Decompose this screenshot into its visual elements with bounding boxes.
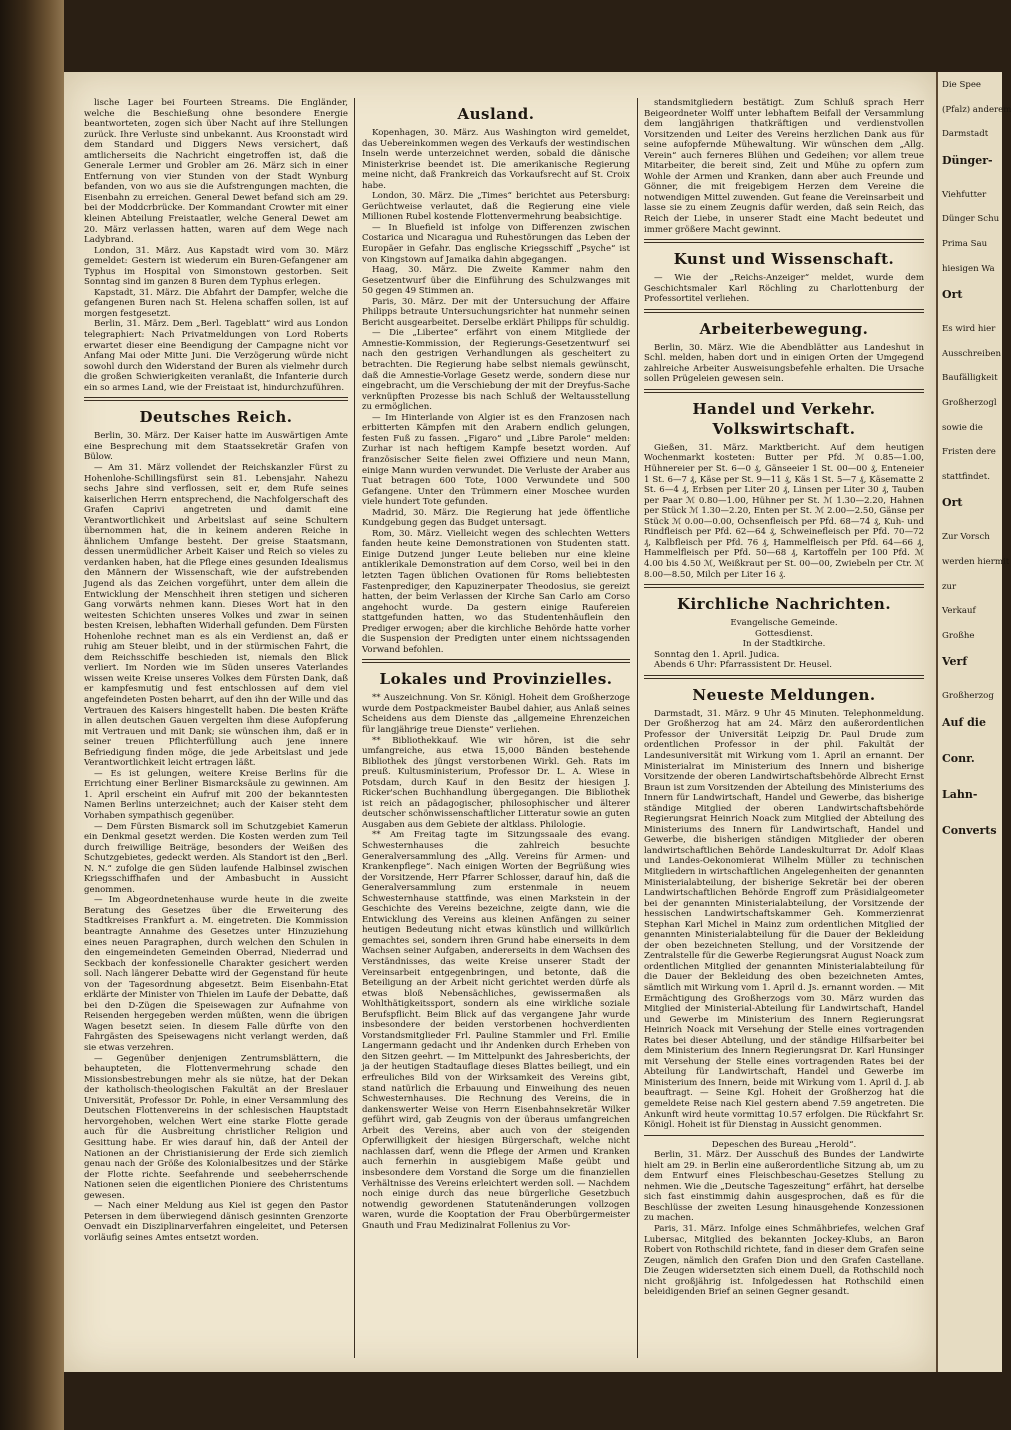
article-paragraph: standsmitgliedern bestätigt. Zum Schluß sprach Herr Beigeordneter Wolff unter lebhaftem Beifall der Versammlung dem langjährigen thatkräftigen und verdienstvollen Vorsitzenden und Leiter des Vereins herzlichen Dank aus für seine aufopfernde Mühewaltung. Wir wünschen dem „Allg. Verein“ auch ferneres Blühen und Gedeihen; vor allem treue Mitarbeiter, die bereit sind, Zeit und Mühe zu opfern zum Wohle der Armen und Kranken, dann aber auch Freunde und Gönner, die mit freigebigem Herzen dem Vereine die notwendigen Mittel zuwenden. Gut feane die Vereinsarbeit und lasse sie zu einem Zeugnis dafür werden, daß sein Reich, das Reich der Liebe, in unserer Stadt eine Macht bedeutet und immer größere Macht gewinnt. — [644, 98, 924, 235]
adjacent-page-line: Fristen dere — [942, 447, 996, 458]
article-paragraph: London, 31. März. Aus Kapstadt wird vom 30. März gemeldet: Gestern ist wiederum ein Buren-Gefangener am Typhus im Hospital von Simonstown gestorben. Seit Sonntag sind im ganzen 8 Buren dem Typhus erlegen. — [84, 245, 348, 288]
section-divider — [644, 584, 924, 588]
adjacent-page-line: werden hiermit — [942, 556, 1010, 567]
section-heading: Neueste Meldungen. — [692, 685, 876, 704]
adjacent-page-edge — [936, 72, 1011, 1372]
article-paragraph: — Die „Libertee“ erfährt von einem Mitgliede der Amnestie-Kommission, der Regierungs-Gesetzentwurf sei nach den gestrigen Verhandlungen als gescheitert zu betrachten. Die Regierung habe selbst niemals gewünscht, daß die Amnestie-Vorlage Gesetz werde, sondern diese nur eingebracht, um die Verschiebung der mit der Dreyfus-Sache verknüpften Prozesse bis nach Schluß der Weltausstellung zu ermöglichen. — [362, 328, 630, 413]
section-heading: Handel und Verkehr. Volkswirtschaft. — [692, 399, 876, 438]
adjacent-page-line: stattfindet. — [942, 471, 990, 482]
section-heading: Lokales und Provinzielles. — [379, 670, 613, 689]
adjacent-page-line: Die Spee — [942, 80, 982, 90]
article-paragraph: Paris, 31. März. Infolge eines Schmähbriefes, welchen Graf Lubersac, Mitglied des bekannten Jockey-Klubs, an Baron Robert von Rothschild richtete, fand in dieser dem Grafen seine Zeugen, nämlich den Grafen Dion und den Grafen Castellane. Die Zeugen widersetzten sich einem Duell, da Rothschild noch nicht großjährig ist. Infolgedessen hat Rothschild einen beleidigenden Brief an seinen Gegner gesandt. — [644, 1224, 924, 1298]
adjacent-page-text — [938, 72, 1011, 838]
adjacent-page-line: Conr. — [942, 751, 975, 765]
section-divider — [644, 309, 924, 313]
adjacent-page-line: Dünger- — [942, 153, 993, 167]
adjacent-page-line: Es wird hier — [942, 324, 996, 335]
article-paragraph: — Es ist gelungen, weitere Kreise Berlins für die Errichtung einer Berliner Bismarcksäule zu gewinnen. Am 1. April erscheint ein Aufruf mit 200 der bekanntesten Namen Berlins unterzeichnet; auch der Kaiser steht dem Vorhaben sympathisch gegenüber. — [84, 768, 348, 821]
adjacent-page-line: Großherzog — [942, 691, 994, 702]
section-heading: Deutsches Reich. — [139, 408, 293, 427]
article-paragraph: Darmstadt, 31. März. 9 Uhr 45 Minuten. Telephonmeldung. Der Großherzog hat am 24. März den außerordentlichen Professor der Universität Leipzig Dr. Paul Drude zum ordentlichen Professor in der phil. Fakultät der Landesuniversität mit Wirkung vom 1. April an ernannt. Der Ministerialrat im Ministerium des Innern und bisherige Vorsitzende der oberen Landwirtschaftsbehörde Albrecht Ernst Braun ist zum Vorsitzenden der Abteilung des Ministeriums des Innern für Landwirtschaft, Handel und Gewerbe, das bisherige ständige Mitglied der oberen Landwirtschaftsbehörde Regierungsrat Heinrich Noack zum Mitglied der Abteilung des Ministeriums des Innern für Landwirtschaft, Handel und Gewerbe, die bisherigen ständigen Mitglieder der oberen landwirtschaftlichen Behörde Landeskulturrat Dr. Adolf Klaas und Landes-Oekonomierat Wilhelm Müller zu technischen Mitgliedern in wirtschaftlichen Angelegenheiten der genannten Ministerialabteilung, der bisherige Sekretär bei der oberen Landwirtschaftlichen Behörde Engroff zum Präsidialgeometer bei der genannten Ministerialabteilung, der Vorsitzende der hessischen Landwirtschaftskammer Geh. Kommerzienrat Stephan Karl Michel in Mainz zum ordentlichen Mitglied der genannten Ministerialabteilung für die Dauer der Bekleidung der oben bezeichneten Stellung, und der Vorsitzende der Zentralstelle für die Gewerbe Regierungsrat August Noack zum ordentlichen Mitglied der genannten Ministerialabteilung für die Dauer der Bekleidung des oben bezeichneten Amtes, sämtlich mit Wirkung vom 1. April d. Js. ernannt worden. — Mit Ermächtigung des Großherzogs vom 30. März wurden das Mitglied der Ministerial-Abteilung für Landwirtschaft, Handel und Gewerbe im Ministerium des Innern Regierungsrat Heinrich Noack mit Versehung der Stelle eines vortragenden Rates bei dieser Abteilung, und der ständige Hilfsarbeiter bei dem Ministerium des Innern Regierungsrat Dr. Karl Hunsinger mit Versehung der Stelle eines vortragenden Rates bei der Abteilung für Landwirtschaft, Handel und Gewerbe im Ministerium des Innern, beide mit Wirkung vom 1. April d. J. ab beauftragt. — Seine Kgl. Hoheit der Großherzog hat die gemeldete Reise nach Kiel gestern abend 7.59 angetreten. Die Ankunft wird heute vormittag 10.57 erfolgen. Die Rückfahrt Sr. Königl. Hoheit ist für Dienstag in Aussicht genommen. — [644, 708, 924, 1131]
adjacent-page-line: Baufälligkeit — [942, 373, 998, 384]
article-paragraph: — Im Abgeordnetenhause wurde heute in die zweite Beratung des Gesetzes über die Erweiterung des Stadtkreises Frankfurt a. M. eingetreten. Die Kommission beantragte Annahme des Gesetzes unter Hinzuziehung eines neuen Paragraphen, durch welchen den Schulen in den eingemeindeten Gemeinden Oberrad, Niederrad und Seckbach der konfessionelle Charakter gesichert werden soll. Nach längerer Debatte wird der Gegenstand für heute von der Tagesordnung abgesetzt. Beim Eisenbahn-Etat erklärte der Minister von Thielen im Laufe der Debatte, daß bei den D-Zügen die Speisewagen zur Aufnahme von Reisenden hergegeben werden müßten, wenn die übrigen Wagen besetzt seien. In diesem Falle dürfte von den Fahrgästen des Speisewagens nicht verlangt werden, daß sie etwas verzehren. — [84, 895, 348, 1054]
church-notice-line: Gottesdienst. — [755, 628, 813, 639]
adjacent-page-line: Auf die — [942, 715, 986, 729]
column-middle — [362, 98, 630, 1358]
section-divider — [644, 239, 924, 243]
adjacent-page-line: Darmstadt — [942, 129, 989, 140]
article-paragraph: Paris, 30. März. Der mit der Untersuchung der Affaire Philipps betraute Untersuchungsrichter hat nunmehr seinen Bericht ausgearbeitet. Derselbe erklärt Philipps für schuldig. — [362, 296, 630, 328]
column-rule — [637, 98, 638, 1358]
adjacent-page-line: zur — [942, 581, 957, 592]
adjacent-page-line: Ort — [942, 288, 963, 302]
article-paragraph: lische Lager bei Fourteen Streams. Die Engländer, welche die Beschießung ohne besondere Energie beantworteten, zogen sich über Nacht auf ihre Stellungen zurück. Ihre Verluste sind unbekannt. Aus Kroonstadt wird dem Standard und Diggers News versichert, daß amtlicherseits die Nachricht eingetroffen ist, daß die Generale Lermer und Grobler am 26. März sich in einer Entfernung von vier Stunden von der Stadt Wynburg befanden, von wo aus sie die Aufstrengungen machten, die Eisenbahn zu erreichen. General Dewet befand sich am 29. bei der Moddcrbrücke. Der Kommandant Crowter mit einer kleinen Abteilung Freistaatler, welche General Dewet am 20. März verlassen hatten, waren auf dem Wege nach Ladybrand. — [84, 98, 348, 246]
adjacent-page-line: Viehfutter — [942, 189, 987, 200]
adjacent-page-line: Prima Sau — [942, 238, 988, 249]
article-paragraph: ** Bibliothekkauf. Wie wir hören, ist die sehr umfangreiche, aus etwa 15,000 Bänden bestehende Bibliothek des jüngst verstorbenen Wirkl. Geh. Rats im preuß. Kultusministerium, Professor Dr. L. A. Wiese in Potsdam, durch Kauf in den Besitz der hiesigen J. Ricker'schen Buchhandlung übergegangen. Die Bibliothek ist reich an pädagogischer, philosophischer und älterer deutscher schönwissenschaftlicher Litteratur sowie an guten Ausgaben aus dem Gebiete der altklass. Philologie. — [362, 735, 630, 830]
section-heading: Kirchliche Nachrichten. — [676, 595, 892, 614]
section-heading: Kunst und Wissenschaft. — [673, 250, 895, 269]
adjacent-page-line: Großherzogl — [942, 397, 997, 408]
wire-service-heading: Depeschen des Bureau „Herold“. — [711, 1139, 857, 1150]
adjacent-page-line: Ausschreiben — [942, 348, 1001, 359]
market-report: Gießen, 31. März. Marktbericht. Auf dem heutigen Wochenmarkt kosteten: Butter per Pfd. ℳ 0.85—1.00, Hühnereier per St. 6—0 ₰, Gänseeier 1 St. 00—00 ₰, Enteneier 1 St. 6—7 ₰, Käse per St. 9—11 ₰, Käs 1 St. 5—7 ₰, Käsematte 2 St. 6—4 ₰, Erbsen per Liter 20 ₰, Linsen per Liter 30 ₰, Tauben per Paar ℳ 0.80—1.00, Hühner per St. ℳ 1.30—2.20, Hahnen per Stück ℳ 1.30—2.20, Enten per St. ℳ 2.00—2.50, Gänse per Stück ℳ 0.00—0.00, Ochsenfleisch per Pfd. 68—74 ₰, Kuh- und Rindfleisch per Pfd. 62—64 ₰, Schweinefleisch per Pfd. 70—72 ₰, Kalbfleisch per Pfd. 76 ₰, Hammelfleisch per Pfd. 64—66 ₰, Hammelfleisch per Pfd. 50—68 ₰, Kartoffeln per 100 Pfd. ℳ 4.00 bis 4.50 ℳ, Weißkraut per St. 00—00, Zwiebeln per Ctr. ℳ 8.00—8.50, Milch per Liter 16 ₰. — [644, 442, 924, 580]
article-paragraph: Berlin, 30. März. Der Kaiser hatte im Auswärtigen Amte eine Besprechung mit dem Staatssekretär Grafen von Bülow. — [84, 431, 348, 463]
article-paragraph: Berlin, 30. März. Wie die Abendblätter aus Landeshut in Schl. melden, haben dort und in einigen Orten der Umgegend zahlreiche Arbeiter Ausweisungsbefehle erhalten. Die Ursache sollen Prügeleien gewesen sein. — [644, 342, 924, 385]
section-heading: Arbeiterbewegung. — [699, 319, 869, 338]
article-paragraph: — In Bluefield ist infolge von Differenzen zwischen Costarica und Nicaragua und Ruhestörungen das Leben der Europäer in Gefahr. Das englische Kriegsschiff „Psyche“ ist von Kingstown auf Jamaika dahin abgegangen. — [362, 222, 630, 265]
article-paragraph: Rom, 30. März. Vielleicht wegen des schlechten Wetters fanden heute keine Demonstrationen von Studenten statt. Einige Dutzend junger Leute belieben nur eine kleine antiklerikale Demonstration auf dem Corso, weil bei in den letzten Tagen üblichen Ovationen für Roms beliebtesten Fastenprediger, den Kapuzinerpater Theodosius, sie gereizt hatten, der beim Verlassen der Kirche San Carlo am Corso angehocht wurde. Da gestern einige Raufereien stattgefunden hatten, wo das Studentenhäuflein den Prediger erwogen; aber die kirchliche Behörde hatte vorher die Suspension der Predigten unter einem nichtssagenden Vorwand befohlen. — [362, 528, 630, 655]
section-divider — [644, 389, 924, 393]
section-divider — [644, 675, 924, 679]
article-paragraph: Kopenhagen, 30. März. Aus Washington wird gemeldet, das Uebereinkommen wegen des Verkaufs der westindischen Inseln werde unterzeichnet werden, sobald die dänische Ministerkrise beendet ist. Die amerikanische Regierung meine nicht, daß Frankreich das Vorkaufsrecht auf St. Croix habe. — [362, 128, 630, 191]
church-notice-line: Abends 6 Uhr: Pfarrassistent Dr. Heusel. — [654, 660, 832, 671]
article-paragraph: Berlin, 31. März. Der Ausschuß des Bundes der Landwirte hielt am 29. in Berlin eine außerordentliche Sitzung ab, um zu dem Entwurf eines Fleischbeschau-Gesetzes Stellung zu nehmen. Wie die „Deutsche Tageszeitung“ erfährt, hat derselbe sich fast einstimmig dahin ausgesprochen, daß es für die Beschlüsse der zweiten Lesung hinausgehende Konzessionen zu machen. — [644, 1150, 924, 1224]
adjacent-page-line: hiesigen Wa — [942, 263, 995, 274]
article-paragraph: — Gegenüber denjenigen Zentrumsblättern, die behaupteten, die Flottenvermehrung schade den Missionsbestrebungen mehr als sie nütze, hat der Dekan der katholisch-theologischen Fakultät an der Breslauer Universität, Professor Dr. Pohle, in einer Versammlung des Deutschen Flottenvereins in der schlesischen Hauptstadt hervorgehoben, welchen Wert eine starke Flotte gerade auch für die Ausbreitung christlicher Religion und Gesittung habe. Er wies darauf hin, daß der Anteil der Nationen an der Christianisierung der Erde sich ziemlich genau nach der Größe des Kolonialbesitzes und der Stärke der Flotte richte. Seefahrende und seebeherrschende Nationen seien die eigentlichen Pioniere des Christentums gewesen. — [84, 1053, 348, 1201]
article-paragraph: — Dem Fürsten Bismarck soll im Schutzgebiet Kamerun ein Denkmal gesetzt werden. Die Kosten werden zum Teil durch freiwillige Beiträge, besonders der Weißen des Schutzgebietes, gedeckt werden. Als Standort ist den „Berl. N. N.“ zufolge die gen Süden laufende Halbinsel zwischen Kriegsschiffhafen und der Ambasbucht in Aussicht genommen. — [84, 821, 348, 895]
adjacent-page-line: Lahn- — [942, 787, 978, 801]
article-paragraph: — Im Hinterlande von Algier ist es den Franzosen nach erbitterten Kämpfen mit den Arabern endlich gelungen, festen Fuß zu fassen. „Figaro“ und „Libre Parole“ melden: Zurhar ist nach heftigem Kampfe besetzt worden. Auf französischer Seite fielen zwei Offiziere und neun Mann, einige Mann wurden verwundet. Die Verluste der Araber aus Tuat betragen 600 Tote, 1000 Verwundete und 500 Gefangene. Unter den Trümmern einer Moschee wurden viele hundert Tote gefunden. — [362, 412, 630, 508]
article-paragraph: Berlin, 31. März. Dem „Berl. Tageblatt“ wird aus London telegraphiert: Nach Privatmeldungen von Lord Roberts erwartet dieser eine Beendigung der Campagne nicht vor Anfang Mai oder Mitte Juni. Die Verzögerung würde nicht sowohl durch den Widerstand der Buren als vielmehr durch die großen Schwierigkeiten veranlaßt, die Infanterie durch ein so armes Land, wie der Freistaat ist, hindurchzuführen. — [84, 319, 348, 393]
adjacent-page-line: Verf — [942, 655, 968, 669]
column-left — [84, 98, 348, 1358]
section-divider — [644, 1135, 924, 1136]
adjacent-page-line: Verkauf — [942, 606, 976, 617]
column-rule — [354, 98, 355, 1358]
article-paragraph: ** Auszeichnung. Von Sr. Königl. Hoheit dem Großherzoge wurde dem Postpackmeister Baubel dahier, aus Anlaß seines Scheidens aus dem Dienste das „allgemeine Ehrenzeichen für langjährige treue Dienste“ verliehen. — [362, 693, 630, 735]
adjacent-page-line: Dünger Schu — [942, 214, 1000, 225]
section-divider — [84, 397, 348, 401]
section-heading: Ausland. — [457, 105, 535, 123]
church-notice-line: In der Stadtkirche. — [742, 639, 826, 650]
article-paragraph: Madrid, 30. März. Die Regierung hat jede öffentliche Kundgebung gegen das Budget untersagt. — [362, 507, 630, 529]
adjacent-page-line: Zur Vorsch — [942, 532, 990, 543]
article-paragraph: Kapstadt, 31. März. Die Abfahrt der Dampfer, welche die gefangenen Buren nach St. Helena schaffen sollen, ist auf morgen festgesetzt. — [84, 287, 348, 319]
article-paragraph: London, 30. März. Die „Times“ berichtet aus Petersburg: Gerüchtweise verlautet, daß die Regierung eine viele Millionen Rubel kostende Flottenvermehrung beabsichtige. — [362, 191, 630, 223]
article-paragraph: ** Am Freitag tagte im Sitzungssaale des evang. Schwesternhauses die zahlreich besuchte Generalversammlung des „Allg. Vereins für Armen- und Krankenpflege“. Nach einigen Worten der Begrüßung wies der Vorsitzende, Herr Pfarrer Schlosser, darauf hin, daß die Generalversammlung zum erstenmale in neuem Schwesternhause stattfinde, was einen Markstein in der Geschichte des Vereins bezeichne, zeigte dann, wie die Entwicklung des Vereins aus kleinen Anfängen zu seiner heutigen Bedeutung nicht etwas künstlich und willkürlich gemachtes sei, sondern ihren Grund habe einerseits in dem Wachsen seiner Aufgaben, andererseits in dem Wachsen des Verständnisses, das weite Kreise unserer Stadt der Vereinsarbeit entgegenbringen, und betonte, daß die Beteiligung an der Arbeit nicht gerichtet werden dürfe als etwas bloß Nebensächliches, gewissermaßen als Wohlthätigkeitssport, sondern als eine wirkliche soziale Berufspflicht. Beim Blick auf das vergangene Jahr wurde insbesondere der beiden verstorbenen hochverdienten Vorstandsmitglieder Frl. Pauline Stammler und Frl. Emilie Langermann gedacht und ihr Andenken durch Erheben von den Sitzen geehrt. — Im Mittelpunkt des Jahresberichts, der ja der heutigen Stadtauflage dieses Blattes beiliegt, und ein erfreuliches Bild von der Wirksamkeit des Vereins gibt, stand natürlich die Erbauung und Einweihung des neuen Schwesternhauses. Die Rechnung des Vereins, die in dankenswerter Weise von Herrn Eisenbahnsekretär Wilker geführt wird, gab Zeugnis von der überaus umfangreichen Arbeit des Vereins, aber auch von der steigenden Opferwilligkeit der hiesigen Bürgerschaft, welche nicht nachlassen darf, wenn die Pflege der Armen und Kranken auch fernerhin in ausgiebigem Maße geübt und insbesondere dem Vorstand die Sorge um die finanziellen Verhältnisse des Vereins erleichtert werden soll. — Nachdem noch einige durch das neue bürgerliche Gesetzbuch notwendig gewordenen Statutenänderungen vollzogen waren, wurde die Kooptation der Frau Oberbürgermeister Gnauth und Frau Medizinalrat Follenius zu Vor- — [362, 830, 630, 1231]
article-paragraph: — Nach einer Meldung aus Kiel ist gegen den Pastor Petersen in dem überwiegend dänisch gesinnten Grenzorte Oenvadt ein Disziplinarverfahren eingeleitet, und Petersen vorläufig seines Amtes entsetzt worden. — [84, 1201, 348, 1243]
adjacent-page-line: sowie die — [942, 422, 983, 433]
adjacent-page-line: (Pfalz) anderem — [942, 104, 1011, 115]
adjacent-page-line: Converts — [942, 823, 997, 837]
section-divider — [362, 659, 630, 663]
church-notice-line: Sonntag den 1. April. Judica. — [654, 649, 780, 660]
adjacent-page-line: Ort — [942, 496, 963, 510]
column-right — [644, 98, 924, 1358]
church-notice-line: Evangelische Gemeinde. — [730, 618, 838, 629]
newspaper-page — [64, 72, 936, 1372]
book-binding — [0, 0, 64, 1430]
article-paragraph: — Am 31. März vollendet der Reichskanzler Fürst zu Hohenlohe-Schillingsfürst sein 81. Lebensjahr. Nahezu sechs Jahre sind verflossen, seit er, dem Rufe seines kaiserlichen Herrn entsprechend, die Nachfolgerschaft des Grafen Caprivi angetreten und damit eine Verantwortlichkeit und Arbeitslast auf seine Schultern übernommen hat, die in keinem anderen Reiche in ähnlichem Umfange besteht. Der greise Staatsmann, dessen unermüdlicher Arbeit Kaiser und Reich so vieles zu verdanken haben, hat die Pflege eines gesunden Idealismus den Männern der Wissenschaft, wie der aufstrebenden Jugend als das Zeichen vorgeführt, unter dem allein die Entwicklung der Menschheit ihren stetigen und sicheren Gang vorwärts nehmen kann. Dieses Wort hat in den weitesten Schichten unseres Volkes und zwar in seinen besten Kreisen, lebhaften Widerhall gefunden. Dem Fürsten Hohenlohe rechnet man es als ein Verdienst an, daß er ruhig am Steuer bleibt, und in der stürmischen Fahrt, die dem Reichsschiffe beschieden ist, niemals den Blick verliert. Im Norden wie im Süden unseres Vaterlandes wissen weite Kreise unseres Volkes dem Fürsten Dank, daß er kampfesmutig und fest entschlossen auf dem viel angefeindeten Posten beharrt, auf den ihn der Wille und das Vertrauen des Kaisers hingestellt haben. Die besten Kräfte in allen deutschen Gauen vergelten ihm diese Aufopferung mit Vertrauen und mit Dank; sie wünschen ihm, daß er in seiner treuen Pflichterfüllung auch jene innere Befriedigung finden möge, die jede Arbeitslast und jede Verantwortlichkeit leicht ertragen läßt. — [84, 462, 348, 769]
article-paragraph: Haag, 30. März. Die Zweite Kammer nahm den Gesetzentwurf über die Einführung des Schulzwanges mit 50 gegen 49 Stimmen an. — [362, 265, 630, 297]
article-paragraph: — Wie der „Reichs-Anzeiger“ meldet, wurde dem Geschichtsmaler Karl Röchling zu Charlottenburg der Professortitel verliehen. — [644, 273, 924, 305]
adjacent-page-line: Großhe — [942, 630, 975, 641]
